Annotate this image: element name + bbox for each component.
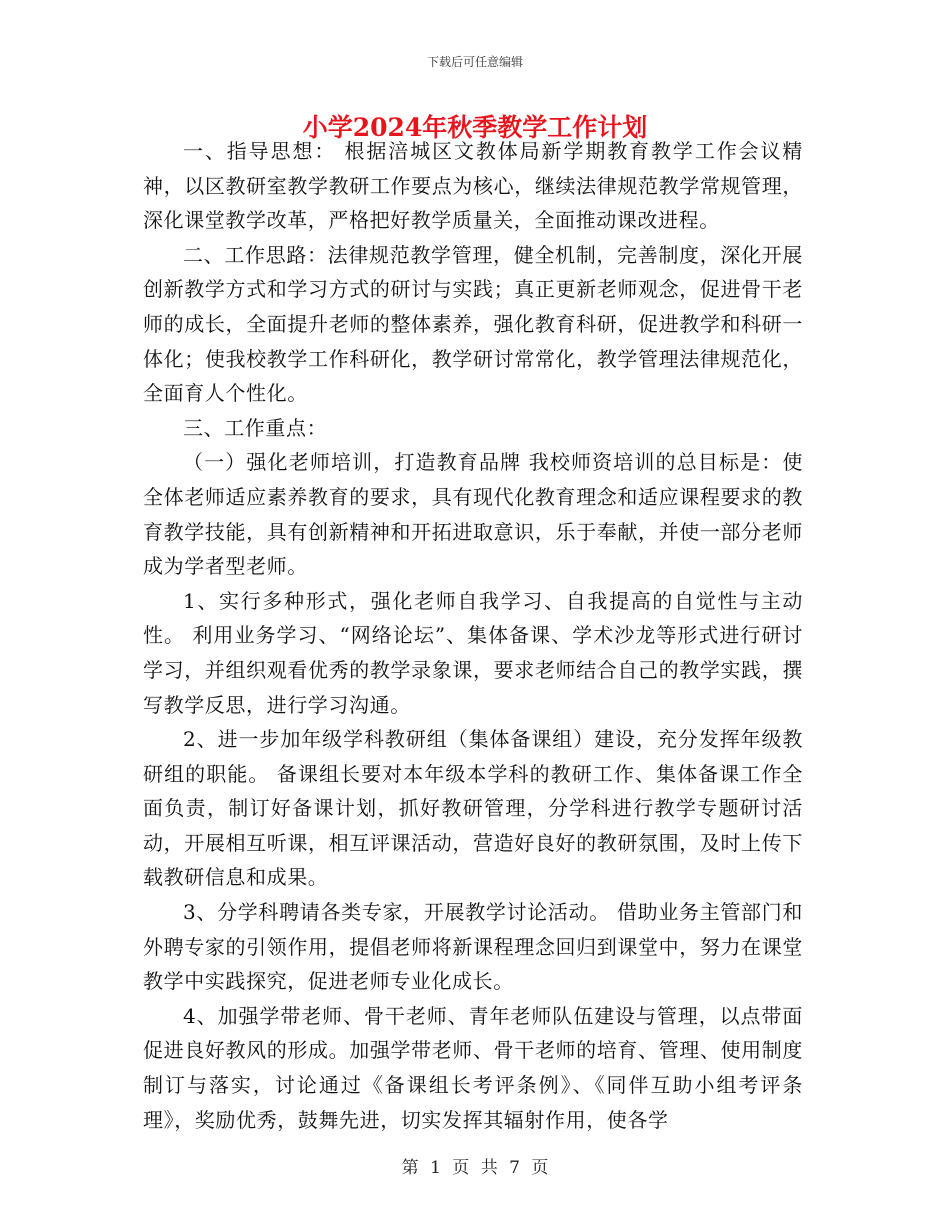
paragraph-item-4: 4、加强学带老师、骨干老师、青年老师队伍建设与管理，以点带面促进良好教风的形成。加强学带老师、骨干老师的培育、管理、使用制度制订与落实，讨论通过《备课组长考评条例》、《同伴互助小组考评条理》，奖励优秀，鼓舞先进，切实发挥其辐射作用，使各学 xyxy=(143,1003,803,1132)
paragraph-guiding-ideology: 一、指导思想： 根据涪城区文教体局新学期教育教学工作会议精神，以区教研室教学教研工作要点为核心，继续法律规范教学常规管理，深化课堂教学改革，严格把好教学质量关，全面推动课改进程。 xyxy=(143,139,803,233)
paragraph-item-3: 3、分学科聘请各类专家，开展教学讨论活动。 借助业务主管部门和外聘专家的引领作用，提倡老师将新课程理念回归到课堂中，努力在课堂教学中实践探究，促进老师专业化成长。 xyxy=(143,900,803,994)
header-note: 下载后可任意编辑 xyxy=(426,55,523,69)
paragraph-work-approach: 二、工作思路：法律规范教学管理，健全机制，完善制度，深化开展创新教学方式和学习方式的研讨与实践；真正更新老师观念，促进骨干老师的成长，全面提升老师的整体素养，强化教育科研，促进教学和科研一体化；使我校教学工作科研化，教学研讨常常化，教学管理法律规范化，全面育人个性化。 xyxy=(143,242,803,406)
paragraph-item-1: 1、实行多种形式，强化老师自我学习、自我提高的自觉性与主动性。 利用业务学习、“网络论坛”、集体备课、学术沙龙等形式进行研讨学习，并组织观看优秀的教学录象课，要求老师结合自己的教学实践，撰写教学反思，进行学习沟通。 xyxy=(143,588,803,717)
paragraph-item-2: 2、进一步加年级学科教研组（集体备课组）建设，充分发挥年级教研组的职能。 备课组长要对本年级本学科的教研工作、集体备课工作全面负责，制订好备课计划，抓好教研管理，分学科进行教学专题研讨活动，开展相互听课，相互评课活动，营造好良好的教研氛围，及时上传下载教研信息和成果。 xyxy=(143,727,803,890)
document-title: 小学2024年秋季教学工作计划 xyxy=(302,113,648,142)
paragraph-teacher-training: （一）强化老师培训，打造教育品牌 我校师资培训的总目标是：使全体老师适应素养教育的要求，具有现代化教育理念和适应课程要求的教育教学技能，具有创新精神和开拓进取意识，乐于奉献，并使一部分老师成为学者型老师。 xyxy=(143,450,803,579)
page-number: 第 1 页 共 7 页 xyxy=(401,1158,549,1178)
document-body xyxy=(143,134,803,1137)
paragraph-work-focus-heading: 三、工作重点： xyxy=(183,415,328,440)
